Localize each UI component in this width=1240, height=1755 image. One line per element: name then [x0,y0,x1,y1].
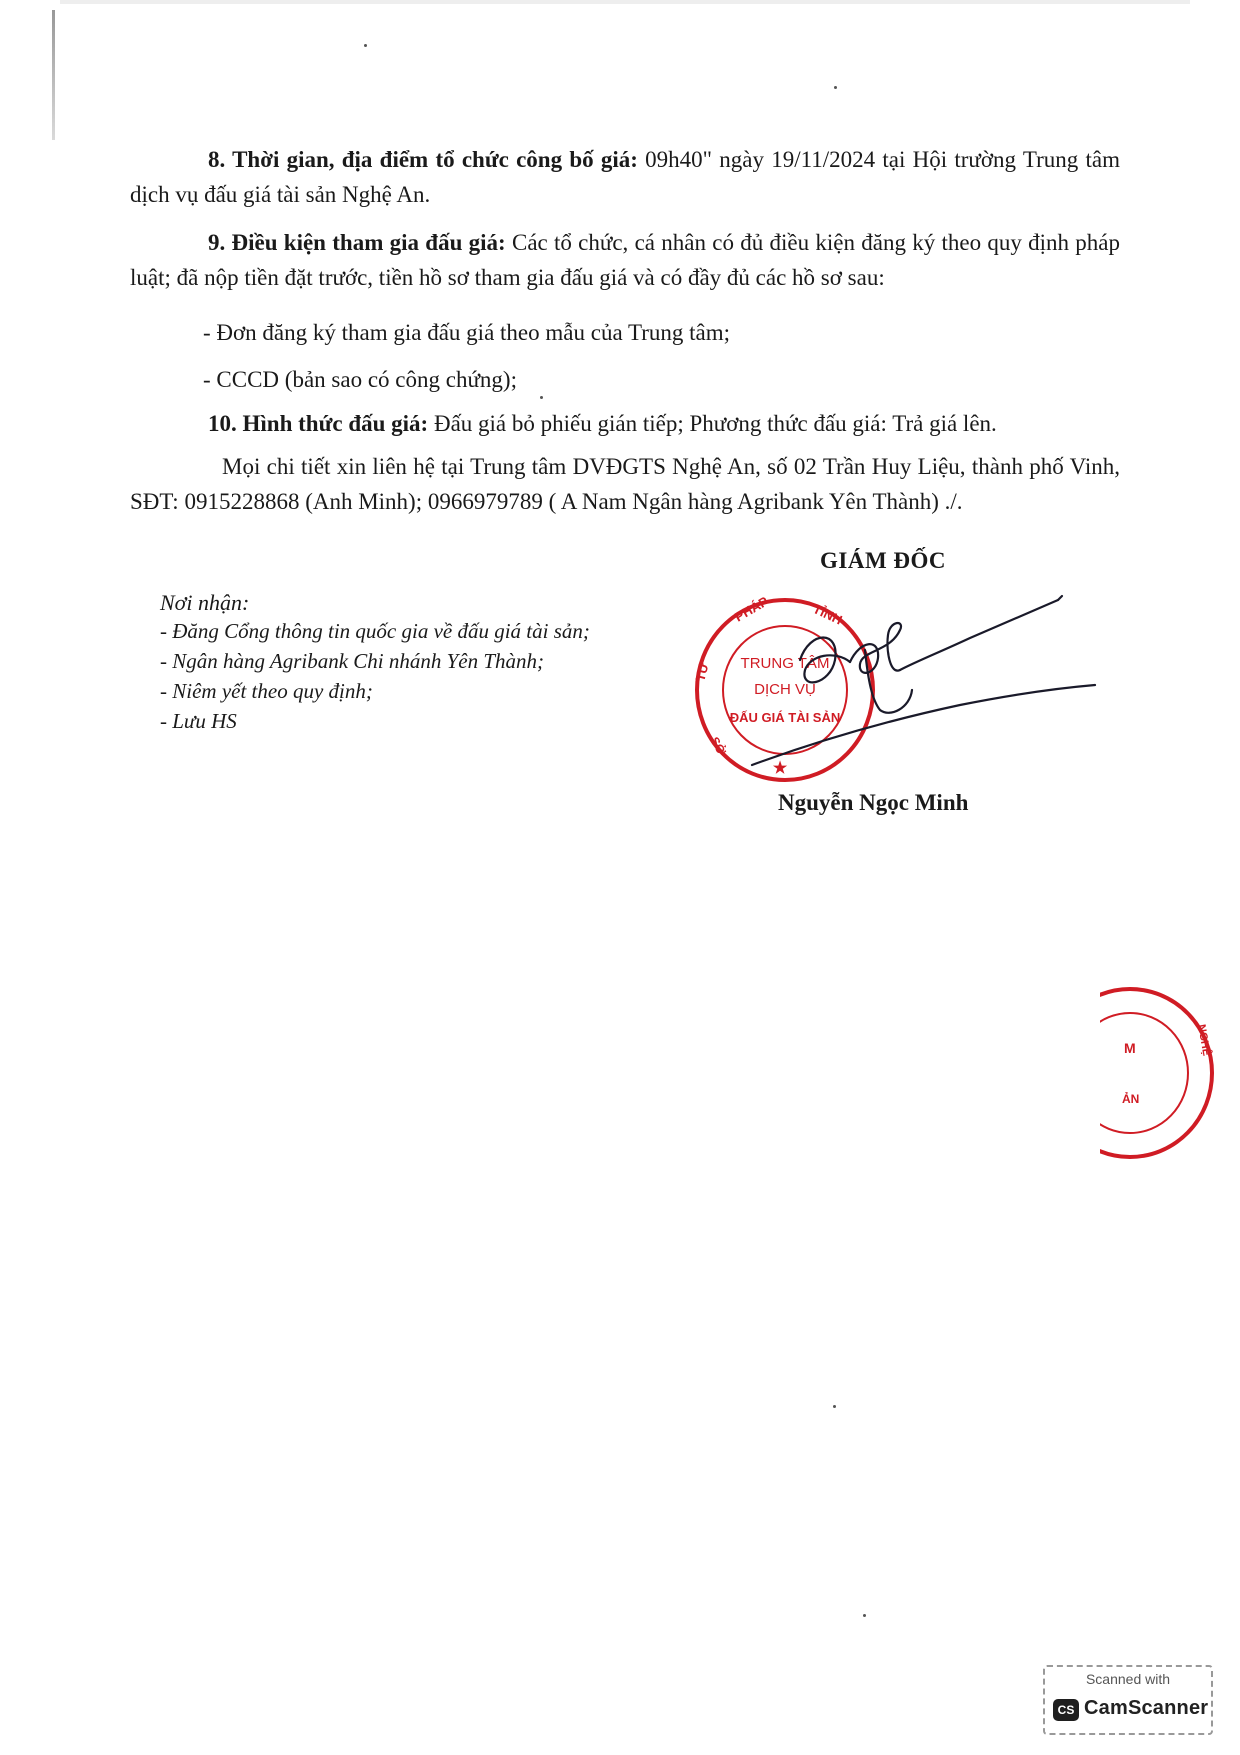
camscanner-watermark [1043,1665,1213,1735]
overlap-seal-letter: ẢN [1122,1092,1140,1106]
seal-line-2: DỊCH VỤ [754,681,816,698]
item-9-text: Các tổ chức, cá nhân có đủ điều kiện đăng ký theo quy định pháp luật; đã nộp tiền đặt trước, tiền hồ sơ tham gia đấu giá và có đầy đủ các hồ sơ sau: [130,230,1121,290]
scan-left-edge-shadow [52,10,55,140]
handwritten-signature [740,590,1100,790]
scan-speck [833,1405,836,1408]
recipients-label: Nơi nhận: [160,590,250,615]
requirement-item: - CCCD (bản sao có công chứng); [203,367,517,392]
watermark-caption: Scanned with [1085,1671,1171,1687]
scan-top-edge [60,0,1190,4]
recipient-item: - Lưu HS [160,709,237,733]
scan-speck [834,86,837,89]
overlap-seal-partial [1100,985,1240,1165]
seal-line-1: TRUNG TÂM [740,655,830,672]
seal-line-3: ĐẤU GIÁ TÀI SẢN [729,710,841,725]
contact-paragraph [130,449,1120,519]
seal-ring-left-text: TƯ [692,660,712,683]
item-9-paragraph [130,225,1120,295]
watermark-brand: CamScanner [1084,1697,1209,1719]
seal-ring-right-text: TỈNH [810,601,845,628]
item-10-text: Đấu giá bỏ phiếu gián tiếp; Phương thức đấu giá: Trả giá lên. [433,411,997,436]
recipient-item: - Ngân hàng Agribank Chi nhánh Yên Thành; [160,649,545,673]
item-8-paragraph [130,142,1120,212]
scan-speck [364,44,367,47]
recipients-list [160,616,590,736]
overlap-seal-letter: NGHỆ [1195,1023,1213,1057]
recipient-item: - Đăng Cổng thông tin quốc gia về đấu giá tài sản; [160,619,590,643]
signer-name: Nguyễn Ngọc Minh [778,790,969,815]
seal-ring-left-text-2: SỞ [707,734,729,758]
camscanner-logo-icon: CS [1053,1699,1079,1721]
seal-ring-top-text: PHÁP [732,593,771,625]
item-10-paragraph [208,406,1108,441]
scan-speck [540,396,543,399]
item-10-label: 10. Hình thức đấu giá: [208,411,429,436]
item-9-label: 9. Điều kiện tham gia đấu giá: [208,230,506,255]
seal-star-icon: ★ [772,760,788,777]
item-8-text: 09h40" ngày 19/11/2024 tại Hội trường Trung tâm dịch vụ đấu giá tài sản Nghệ An. [130,147,1121,207]
recipient-item: - Niêm yết theo quy định; [160,679,373,703]
contact-text: Mọi chi tiết xin liên hệ tại Trung tâm DVĐGTS Nghệ An, số 02 Trần Huy Liệu, thành phố Vinh, SĐT: 0915228868 (Anh Minh); 0966979789 ( A Nam Ngân hàng Agribank Yên Thành) ./. [130,454,1120,514]
requirement-item: - Đơn đăng ký tham gia đấu giá theo mẫu của Trung tâm; [203,320,731,345]
signer-title: GIÁM ĐỐC [820,548,947,573]
overlap-seal-letter: M [1124,1040,1136,1056]
item-8-label: 8. Thời gian, địa điểm tổ chức công bố giá: [208,147,638,172]
scan-speck [863,1614,866,1617]
